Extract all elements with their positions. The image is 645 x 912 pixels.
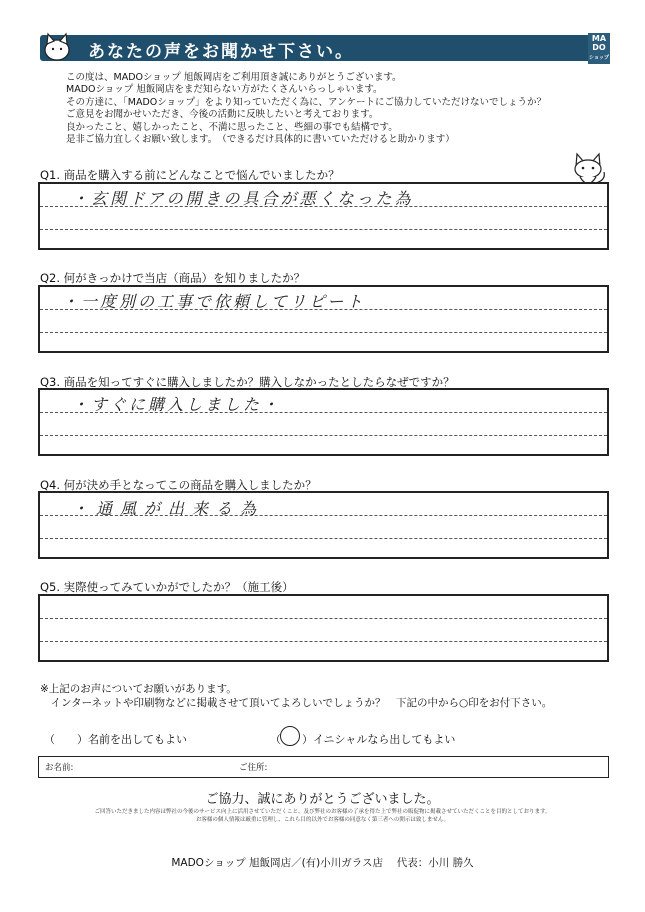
- question-1-label: Q1. 商品を購入する前にどんなことで悩んでいましたか？: [40, 168, 340, 182]
- option-initial-ok[interactable]: ）イニシャルなら出してもよい: [302, 733, 456, 746]
- question-3-handwritten-answer: ・すぐに購入しました・: [72, 395, 282, 414]
- answer-line: [40, 538, 607, 539]
- page-title: あなたの声をお聞かせ下さい。: [88, 42, 354, 62]
- answer-line: [40, 229, 607, 230]
- question-3-answer-box[interactable]: [38, 388, 609, 456]
- question-5-answer-box[interactable]: [38, 594, 609, 662]
- answer-line: [40, 332, 607, 333]
- intro-text: この度は、MADOショップ 旭飯岡店をご利用頂き誠にありがとうございます。 MADOショップ 旭飯岡店をまだ知らない方がたくさんいらっしゃいます。 その方達に、「MADOショップ」をより知っていただく為に、アンケートにご協力していただけないでしょうか？ ご意見をお聞かせいただき、今後の活動に反映したいと考えております。 良かったこと、嬉しかったこと、不満に思ったこと、些細の事でも結構です。 是非ご協力宜しくお願い致します。 （できるだけ具体的に書いていただけると助かります）: [66, 72, 546, 146]
- question-2-answer-box[interactable]: [38, 285, 609, 353]
- address-label: ご住所:: [239, 763, 268, 773]
- option-initial-open[interactable]: （: [270, 733, 281, 746]
- selected-circle-mark: [280, 726, 300, 746]
- shop-footer: MADOショップ 旭飯岡店／(有)小川ガラス店 代表：小川 勝久: [171, 857, 474, 869]
- question-1-answer-box[interactable]: [38, 182, 609, 250]
- answer-line: [40, 618, 607, 619]
- thanks-message: ご協力、誠にありがとうございました。: [205, 792, 440, 807]
- question-3-label: Q3. 商品を知ってすぐに購入しましたか？購入しなかったとしたらなぜですか？: [40, 375, 455, 389]
- name-label: お名前:: [45, 763, 74, 773]
- question-1-handwritten-answer: ・玄関ドアの開きの具合が悪くなった為: [72, 189, 414, 208]
- mado-logo: MA DO ショップ: [588, 33, 610, 64]
- answer-line: [40, 641, 607, 642]
- option-name-ok[interactable]: （ ）名前を出してもよい: [44, 733, 187, 746]
- question-2-handwritten-answer: ・一度別の工事で依頼してリピート: [62, 292, 366, 311]
- answer-line: [40, 435, 607, 436]
- question-5-label: Q5. 実際使ってみていかがでしたか？（施工後）: [40, 580, 294, 594]
- question-2-label: Q2. 何がきっかけで当店（商品）を知りましたか？: [40, 271, 306, 285]
- name-address-box[interactable]: [38, 756, 609, 778]
- question-4-label: Q4. 何が決め手となってこの商品を購入しましたか？: [40, 478, 317, 492]
- question-4-answer-box[interactable]: [38, 491, 609, 559]
- privacy-fine-print: ご回答いただきました内容は弊社の今後のサービス向上に活用させていただくこと、及び弊社のお客様の了承を得た上で弊社の販促物に掲載させていただくことを目的としております。 お客様の個人情報は厳重に管理し、これら目的以外でお客様の同意なく第三者への開示は致しません。: [94, 809, 551, 823]
- cat-mascot-icon: [40, 31, 74, 63]
- publication-consent-note: ※上記のお声についてお願いがあります。 インターネットや印刷物などに掲載させて頂いてよろしいでしょうか？ 下記の中から○印をお付下さい。: [40, 683, 553, 709]
- question-4-handwritten-answer: ・通風が出来る為: [72, 499, 265, 518]
